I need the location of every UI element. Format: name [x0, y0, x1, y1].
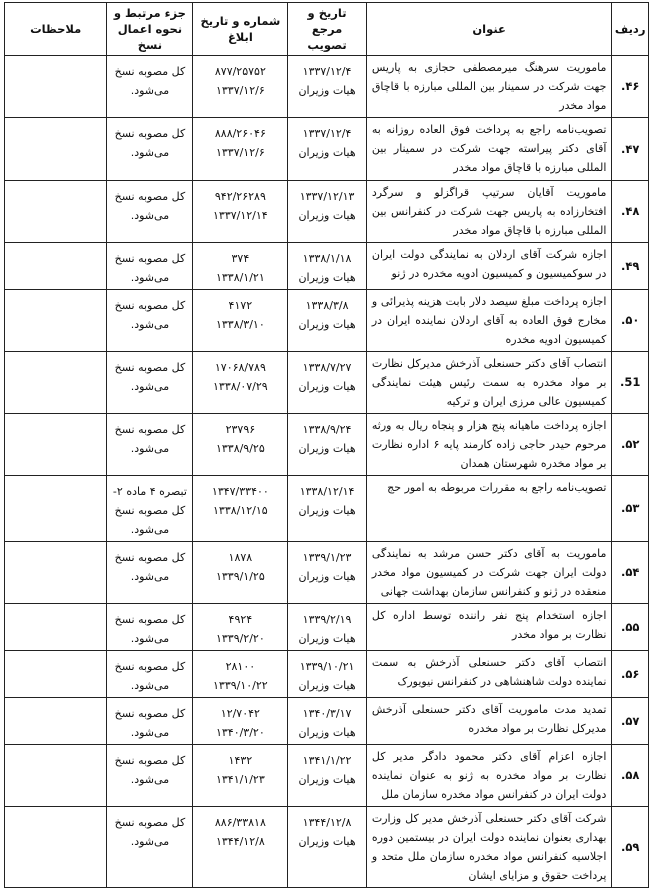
approval-authority: هیات وزیران — [298, 726, 356, 739]
repeal-text: کل مصوبه نسخ می‌شود. — [114, 707, 186, 739]
notice-cell — [193, 698, 288, 745]
resolution-title: ماموریت به آقای دکتر حسن مرشد به نمایندگی دولت ایران جهت شرکت در کمیسیون مواد مخدر منعقده در ژنو و کنفرانس سازمان بهداشت جهانی — [366, 542, 612, 604]
notice-date: ۱۳۳۷/۱۲/۶ — [215, 84, 265, 97]
approval-authority: هیات وزیران — [298, 146, 356, 159]
row-number: 51. — [612, 352, 649, 414]
notice-date: ۱۳۳۹/۲/۲۰ — [215, 632, 265, 645]
approval-date: ۱۳۳۹/۱۰/۲۱ — [299, 660, 355, 673]
notice-cell — [193, 542, 288, 604]
resolution-title: اجازه استخدام پنج نفر راننده توسط اداره کل نظارت بر مواد مخدر — [366, 604, 612, 651]
row-number: ۴۹. — [612, 243, 649, 290]
row-number: ۵۹. — [612, 807, 649, 888]
approval-date: ۱۳۳۸/۷/۲۷ — [302, 361, 352, 374]
repeal-part — [107, 414, 193, 476]
notice-date: ۱۳۳۷/۱۲/۱۴ — [213, 209, 268, 222]
repeal-text: کل مصوبه نسخ می‌شود. — [114, 190, 186, 222]
approval-authority: هیات وزیران — [298, 380, 356, 393]
table-row — [5, 604, 649, 651]
notice-number: ۸۸۶/۳۳۸۱۸ — [214, 816, 266, 829]
repeal-text: کل مصوبه نسخ می‌شود. — [114, 65, 186, 97]
header-approval-date: تاریخ و مرجع تصویب — [288, 3, 367, 56]
table-row — [5, 181, 649, 243]
notes-cell — [5, 604, 107, 651]
notice-number: ۱۳۴۷/۳۳۴۰۰ — [211, 485, 269, 498]
resolution-title: اجازه پرداخت مبلغ سیصد دلار بابت هزینه پذیرائی و مخارج فوق العاده به آقای اردلان نماینده ایران در کمیسیون ادویه مخدره — [366, 290, 612, 352]
resolution-title: اجازه شرکت آقای اردلان به نمایندگی دولت ایران در سوکمیسیون و کمیسیون ادویه مخدره در ژنو — [366, 243, 612, 290]
resolution-title: انتصاب آقای دکتر حسنعلی آذرخش به سمت نماینده دولت شاهنشاهی در کنفرانس نیویورک — [366, 651, 612, 698]
row-number: ۴۷. — [612, 118, 649, 181]
row-number: ۵۵. — [612, 604, 649, 651]
approval-date: ۱۳۳۸/۳/۸ — [305, 299, 349, 312]
repeal-text: کل مصوبه نسخ می‌شود. — [114, 613, 186, 645]
repeal-text: کل مصوبه نسخ می‌شود. — [114, 252, 186, 284]
approval-cell — [288, 542, 367, 604]
repeal-text: کل مصوبه نسخ می‌شود. — [114, 551, 186, 583]
notice-date: ۱۳۳۸/۱/۲۱ — [215, 271, 265, 284]
notice-cell — [193, 745, 288, 807]
repeal-part — [107, 243, 193, 290]
repeal-text: کل مصوبه نسخ می‌شود. — [114, 361, 186, 393]
resolution-title: تصویب‌نامه راجع به پرداخت فوق العاده روزانه به آقای دکتر پیراسته جهت شرکت در سمینار بین المللی مبارزه با قاچاق مواد مخدر — [366, 118, 612, 181]
approval-date: ۱۳۳۷/۱۲/۱۳ — [299, 190, 355, 203]
row-number: ۵۷. — [612, 698, 649, 745]
notes-cell — [5, 651, 107, 698]
resolution-title: اجازه اعزام آقای دکتر محمود دادگر مدیر کل نظارت بر مواد مخدره به ژنو به عنوان نماینده دولت ایران در کنفرانس مواد مخدره سازمان ملل — [366, 745, 612, 807]
repeal-text: کل مصوبه نسخ می‌شود. — [114, 660, 186, 692]
table-row — [5, 807, 649, 888]
table-row — [5, 476, 649, 542]
notes-cell — [5, 290, 107, 352]
notice-number: ۴۱۷۲ — [228, 299, 253, 312]
notice-cell — [193, 352, 288, 414]
approval-cell — [288, 698, 367, 745]
repeal-text: کل مصوبه نسخ می‌شود. — [114, 816, 186, 848]
notice-number: ۲۸۱۰۰ — [225, 660, 256, 673]
approval-authority: هیات وزیران — [298, 679, 356, 692]
repeal-part — [107, 542, 193, 604]
notice-cell — [193, 476, 288, 542]
row-number: ۵۸. — [612, 745, 649, 807]
approval-date: ۱۳۴۰/۳/۱۷ — [302, 707, 352, 720]
approval-date: ۱۳۴۱/۱/۲۲ — [302, 754, 352, 767]
row-number: ۴۶. — [612, 56, 649, 118]
notice-date: ۱۳۴۴/۱۲/۸ — [215, 835, 265, 848]
repeal-text: تبصره ۴ ماده ۲- کل مصوبه نسخ می‌شود. — [112, 485, 187, 536]
header-notes: ملاحظات — [5, 3, 107, 56]
approval-cell — [288, 745, 367, 807]
resolution-title: شرکت آقای دکتر حسنعلی آذرخش مدیر کل وزارت بهداری بعنوان نماینده دولت ایران در بیستمین دوره اجلاسیه کنفرانس مواد مخدره سازمان ملل متحد و پرداخت حقوق و مزایای ایشان — [366, 807, 612, 888]
approval-cell — [288, 807, 367, 888]
repeal-part — [107, 651, 193, 698]
notice-cell — [193, 414, 288, 476]
notice-date: ۱۳۳۸/۹/۲۵ — [215, 442, 265, 455]
header-title: عنوان — [366, 3, 612, 56]
approval-cell — [288, 414, 367, 476]
notes-cell — [5, 745, 107, 807]
notes-cell — [5, 243, 107, 290]
table-row — [5, 414, 649, 476]
table-row — [5, 542, 649, 604]
resolution-title: تمدید مدت ماموریت آقای دکتر حسنعلی آذرخش مدیرکل نظارت بر مواد مخدره — [366, 698, 612, 745]
notice-cell — [193, 651, 288, 698]
approval-date: ۱۳۳۷/۱۲/۴ — [302, 65, 352, 78]
header-notice-number: شماره و تاریخ ابلاغ — [193, 3, 288, 56]
resolution-title: اجازه پرداخت ماهیانه پنج هزار و پنجاه ریال به ورثه مرحوم حیدر حاجی زاده کارمند پایه ۶ اداره نظارت بر مواد مخدره شهرستان همدان — [366, 414, 612, 476]
repeal-part — [107, 181, 193, 243]
notice-number: ۱۴۳۲ — [228, 754, 253, 767]
approval-authority: هیات وزیران — [298, 773, 356, 786]
repeal-part — [107, 604, 193, 651]
header-related-part: جزء مرتبط و نحوه اعمال نسخ — [107, 3, 193, 56]
approval-cell — [288, 243, 367, 290]
notice-date: ۱۳۳۹/۱/۲۵ — [215, 570, 265, 583]
notice-number: ۱۸۷۸ — [228, 551, 253, 564]
repeal-part — [107, 118, 193, 181]
approval-cell — [288, 56, 367, 118]
notice-number: ۳۷۴ — [231, 252, 250, 265]
approval-authority: هیات وزیران — [298, 632, 356, 645]
notice-cell — [193, 807, 288, 888]
notice-number: ۹۴۲/۲۶۲۸۹ — [214, 190, 266, 203]
approval-authority: هیات وزیران — [298, 442, 356, 455]
notice-date: ۱۳۴۱/۱/۲۳ — [215, 773, 265, 786]
repeal-text: کل مصوبه نسخ می‌شود. — [114, 127, 186, 159]
header-row-number: ردیف — [612, 3, 649, 56]
notice-number: ۸۸۸/۲۶۰۴۶ — [214, 127, 266, 140]
table-row — [5, 56, 649, 118]
table-row — [5, 118, 649, 181]
approval-date: ۱۳۳۷/۱۲/۴ — [302, 127, 352, 140]
approval-date: ۱۳۳۹/۲/۱۹ — [302, 613, 352, 626]
notes-cell — [5, 807, 107, 888]
table-row — [5, 698, 649, 745]
notice-cell — [193, 290, 288, 352]
repeal-part — [107, 290, 193, 352]
notes-cell — [5, 118, 107, 181]
notice-cell — [193, 243, 288, 290]
table-row — [5, 651, 649, 698]
resolution-title: ماموریت سرهنگ میرمصطفی حجازی به پاریس جهت شرکت در سمینار بین المللی مبارزه با قاچاق مواد مخدر — [366, 56, 612, 118]
repealed-resolutions-table — [4, 2, 649, 888]
approval-authority: هیات وزیران — [298, 84, 356, 97]
row-number: ۵۲. — [612, 414, 649, 476]
notes-cell — [5, 352, 107, 414]
approval-date: ۱۳۳۸/۱/۱۸ — [302, 252, 352, 265]
approval-authority: هیات وزیران — [298, 209, 356, 222]
notice-date: ۱۳۳۸/۰۷/۲۹ — [213, 380, 268, 393]
row-number: ۵۰. — [612, 290, 649, 352]
row-number: ۵۳. — [612, 476, 649, 542]
approval-authority: هیات وزیران — [298, 835, 356, 848]
table-row — [5, 290, 649, 352]
notes-cell — [5, 476, 107, 542]
notice-date: ۱۳۳۸/۱۲/۱۵ — [213, 504, 268, 517]
row-number: ۴۸. — [612, 181, 649, 243]
notice-number: ۱۲/۷۰۴۲ — [220, 707, 260, 720]
table-row — [5, 243, 649, 290]
table-row — [5, 745, 649, 807]
notice-cell — [193, 118, 288, 181]
approval-cell — [288, 118, 367, 181]
notice-cell — [193, 56, 288, 118]
approval-authority: هیات وزیران — [298, 570, 356, 583]
repeal-part — [107, 476, 193, 542]
approval-cell — [288, 352, 367, 414]
row-number: ۵۴. — [612, 542, 649, 604]
notes-cell — [5, 698, 107, 745]
repeal-text: کل مصوبه نسخ می‌شود. — [114, 754, 186, 786]
resolution-title: ماموریت آقایان سرتیپ قراگزلو و سرگرد افتخارزاده به پاریس جهت شرکت در کنفرانس بین المللی مبارزه با قاچاق مواد مخدر — [366, 181, 612, 243]
resolution-title: تصویب‌نامه راجع به مقررات مربوطه به امور حج — [366, 476, 612, 542]
approval-authority: هیات وزیران — [298, 318, 356, 331]
approval-date: ۱۳۳۸/۱۲/۱۴ — [299, 485, 355, 498]
notice-date: ۱۳۴۰/۳/۲۰ — [215, 726, 265, 739]
notice-number: ۱۷۰۶۸/۷۸۹ — [214, 361, 266, 374]
approval-cell — [288, 604, 367, 651]
notice-date: ۱۳۳۸/۳/۱۰ — [215, 318, 265, 331]
repeal-text: کل مصوبه نسخ می‌شود. — [114, 423, 186, 455]
repeal-part — [107, 745, 193, 807]
notes-cell — [5, 181, 107, 243]
approval-date: ۱۳۴۴/۱۲/۸ — [302, 816, 352, 829]
repeal-part — [107, 56, 193, 118]
approval-authority: هیات وزیران — [298, 504, 356, 517]
table-header-row — [5, 3, 649, 56]
repeal-part — [107, 807, 193, 888]
repeal-part — [107, 698, 193, 745]
approval-date: ۱۳۳۹/۱/۲۳ — [302, 551, 352, 564]
resolution-title: انتصاب آقای دکتر حسنعلی آذرخش مدیرکل نظارت بر مواد مخدره به سمت رئیس هیئت نمایندگی کمیسیون عالی مرزی ایران و ترکیه — [366, 352, 612, 414]
repeal-text: کل مصوبه نسخ می‌شود. — [114, 299, 186, 331]
approval-cell — [288, 181, 367, 243]
approval-cell — [288, 290, 367, 352]
notice-number: ۸۷۷/۲۵۷۵۲ — [214, 65, 266, 78]
approval-cell — [288, 651, 367, 698]
approval-authority: هیات وزیران — [298, 271, 356, 284]
notice-cell — [193, 604, 288, 651]
row-number: ۵۶. — [612, 651, 649, 698]
notes-cell — [5, 56, 107, 118]
notice-number: ۴۹۲۴ — [228, 613, 253, 626]
notes-cell — [5, 542, 107, 604]
notice-cell — [193, 181, 288, 243]
table-row — [5, 352, 649, 414]
notice-date: ۱۳۳۹/۱۰/۲۲ — [213, 679, 268, 692]
approval-cell — [288, 476, 367, 542]
notice-date: ۱۳۳۷/۱۲/۶ — [215, 146, 265, 159]
repeal-part — [107, 352, 193, 414]
approval-date: ۱۳۳۸/۹/۲۴ — [302, 423, 352, 436]
notice-number: ۲۳۷۹۶ — [225, 423, 256, 436]
notes-cell — [5, 414, 107, 476]
